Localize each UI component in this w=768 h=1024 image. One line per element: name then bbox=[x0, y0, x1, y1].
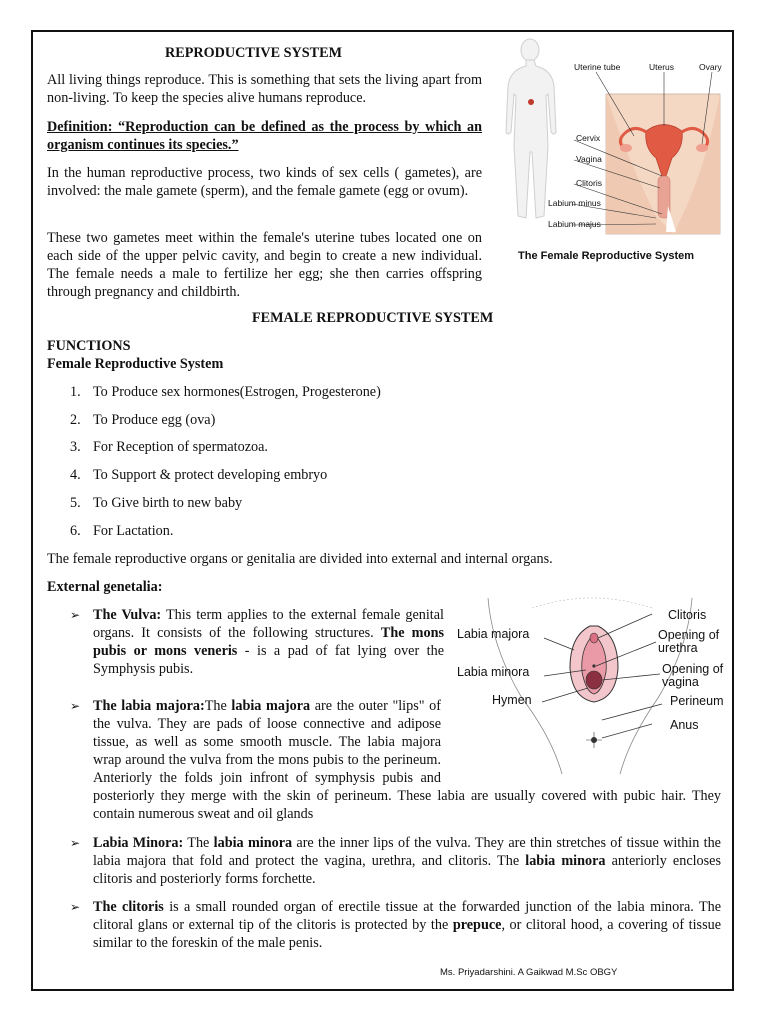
labia-minora-paragraph: Labia Minora: The labia minora are the inner lips of the vulva. They are thin stretches of tissue within the labia majora that fold and protect the vagina, urethra, and clitoris. The labia minora anteriorly encloses clitoris and posteriorly forms forchette. bbox=[93, 835, 721, 887]
bullet-arrow-icon: ➢ bbox=[70, 699, 81, 713]
list-item: To Support & protect developing embryo bbox=[93, 467, 328, 483]
list-number: 6. bbox=[70, 523, 81, 539]
organs-sentence: The female reproductive organs or genitalia are divided into external and internal organs. bbox=[47, 551, 553, 567]
female-reproductive-system-figure bbox=[496, 36, 732, 272]
list-item: To Produce egg (ova) bbox=[93, 412, 216, 428]
figure-caption: The Female Reproductive System bbox=[518, 250, 695, 262]
label-labium-minus: Labium minus bbox=[548, 198, 601, 208]
list-number: 1. bbox=[70, 384, 81, 400]
label-hymen: Hymen bbox=[492, 693, 532, 707]
bullet-arrow-icon: ➢ bbox=[70, 836, 81, 850]
label-ovary: Ovary bbox=[699, 62, 722, 72]
label-labia-majora: Labia majora bbox=[457, 627, 530, 641]
label-vagina: Vagina bbox=[576, 154, 602, 164]
label-labia-minora: Labia minora bbox=[457, 665, 530, 679]
vulva-paragraph: The Vulva: This term applies to the external female genital organs. It consists of the following structures. The mons pubis or mons veneris - is a pad of fat lying over the Symphysis pubis. bbox=[93, 607, 444, 677]
list-item: To Give birth to new baby bbox=[93, 495, 243, 511]
label-uterus: Uterus bbox=[649, 62, 675, 72]
list-item: For Lactation. bbox=[93, 523, 174, 539]
list-item: For Reception of spermatozoa. bbox=[93, 439, 268, 455]
label-opening-urethra: Opening of urethra bbox=[658, 628, 720, 655]
label-perineum: Perineum bbox=[670, 694, 724, 708]
bullet-arrow-icon: ➢ bbox=[70, 608, 81, 622]
list-number: 2. bbox=[70, 412, 81, 428]
gametes-meet-paragraph: These two gametes meet within the female's uterine tubes located one on each side of the upper pelvic cavity, and begin to create a new individual. The female needs a male to fertilize her egg; she then carries offspring through pregnancy and childbirth. bbox=[47, 230, 482, 300]
bullet-arrow-icon: ➢ bbox=[70, 900, 81, 914]
label-uterine-tube: Uterine tube bbox=[574, 62, 621, 72]
footer-author: Ms. Priyadarshini. A Gaikwad M.Sc OBGY bbox=[440, 967, 618, 978]
section-title: FEMALE REPRODUCTIVE SYSTEM bbox=[252, 310, 494, 326]
label-clitoris: Clitoris bbox=[576, 178, 602, 188]
functions-heading: FUNCTIONS bbox=[47, 338, 131, 354]
list-number: 3. bbox=[70, 439, 81, 455]
page-title: REPRODUCTIVE SYSTEM bbox=[165, 45, 342, 61]
list-number: 5. bbox=[70, 495, 81, 511]
list-item: To Produce sex hormones(Estrogen, Progesterone) bbox=[93, 384, 381, 400]
gametes-paragraph: In the human reproductive process, two kinds of sex cells ( gametes), are involved: the male gamete (sperm), and the female gamete (egg or ovum). bbox=[47, 165, 482, 199]
label-cervix: Cervix bbox=[576, 133, 601, 143]
list-number: 4. bbox=[70, 467, 81, 483]
clitoris-paragraph: The clitoris is a small rounded organ of erectile tissue at the forwarded junction of the labia minora. The clitoral glans or external tip of the clitoris is protected by the prepuce, or clitoral hood, a covering of tissue similar to the foreskin of the male penis. bbox=[93, 899, 721, 951]
external-heading: External genetalia: bbox=[47, 579, 163, 595]
intro-paragraph: All living things reproduce. This is something that sets the living apart from non-living. To keep the species alive humans reproduce. bbox=[47, 72, 482, 106]
label-clitoris: Clitoris bbox=[668, 608, 707, 622]
functions-subheading: Female Reproductive System bbox=[47, 356, 224, 372]
label-labium-majus: Labium majus bbox=[548, 219, 601, 229]
definition: Definition: “Reproduction can be defined as the process by which an organism continues its species.” bbox=[47, 119, 482, 153]
labia-majora-paragraph: The labia majora:The labia majora are the outer "lips" of the vulva. They are pads of loose connective and adipose tissue, as well as some smooth muscle. The labia majora wrap around the vulva from the mons pubis to the perineum. Anteriorly the folds join infront of symphysis pubis and posteriorly they merge with the skin of perineum. These labia are usually covered with pubic hair. They contain numerous sweat and oil glands bbox=[93, 698, 721, 822]
label-anus: Anus bbox=[670, 718, 699, 732]
label-opening-vagina: Opening of vagina bbox=[662, 662, 724, 689]
